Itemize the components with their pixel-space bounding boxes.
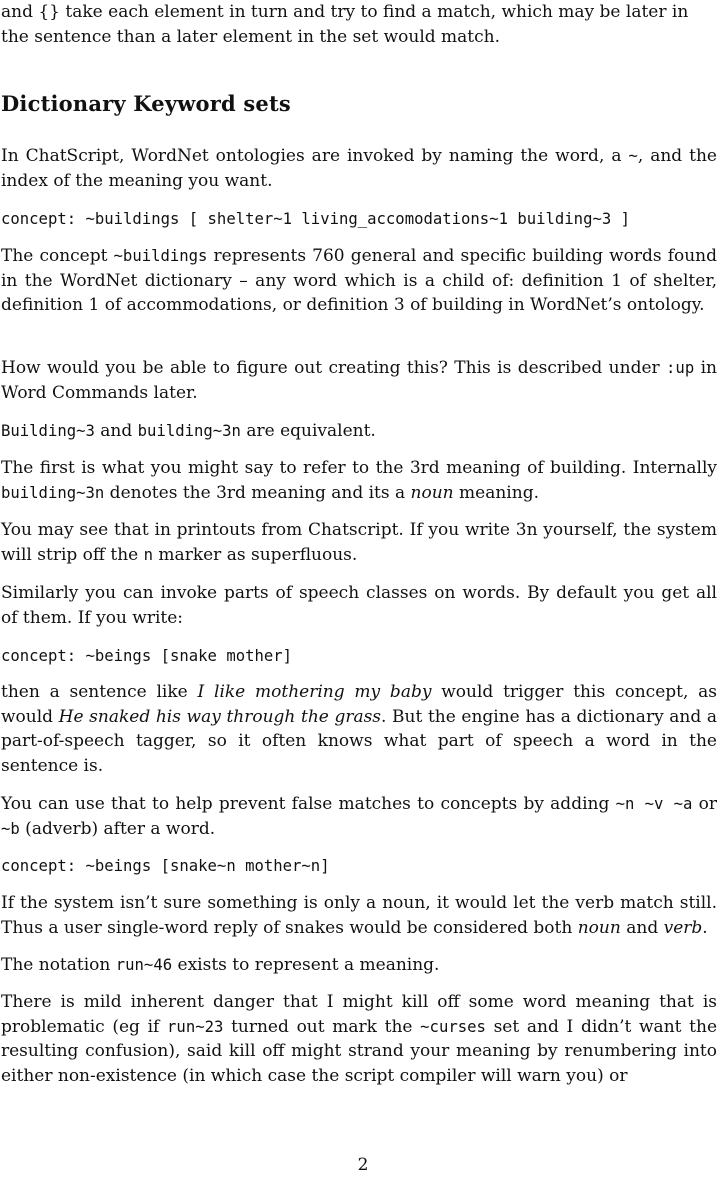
inline-code: building~3n bbox=[137, 422, 241, 440]
code-example: concept: ~buildings [ shelter~1 living_accomodations~1 building~3 ] bbox=[1, 210, 631, 228]
paragraph-intro: In ChatScript, WordNet ontologies are invoked by naming the word, a ~, and the index of the meaning you want. bbox=[1, 146, 717, 191]
inline-code: ~buildings bbox=[113, 247, 208, 265]
code-example: concept: ~beings [snake mother] bbox=[1, 647, 293, 665]
inline-code: :up bbox=[666, 359, 695, 377]
inline-code: ~ bbox=[628, 147, 638, 165]
paragraph-notation: The notation run~46 exists to represent a meaning. bbox=[1, 955, 440, 975]
emphasis: noun bbox=[577, 917, 621, 938]
paragraph-first-meaning: The first is what you might say to refer to the 3rd meaning of building. Internally building~3n denotes the 3rd meaning and its a noun meaning. bbox=[1, 458, 717, 503]
code-line-beings-pos bbox=[1, 854, 717, 878]
inline-code: run~46 bbox=[115, 956, 173, 974]
code-line-buildings bbox=[1, 207, 717, 231]
inline-code: ~n ~v ~a bbox=[615, 795, 693, 813]
page-number: 2 bbox=[357, 1155, 369, 1175]
inline-code: building~3n bbox=[1, 483, 105, 502]
paragraph-equivalent: Building~3 and building~3n are equivalent. bbox=[1, 421, 376, 441]
emphasis: I like mothering my baby bbox=[197, 682, 432, 702]
emphasis: He snaked his way through the grass bbox=[58, 706, 382, 727]
emphasis: verb bbox=[663, 917, 703, 938]
paragraph-similarly: Similarly you can invoke parts of speech classes on words. By default you get all of them. If you write: bbox=[1, 583, 717, 628]
text-line: the sentence than a later element in the set would match. bbox=[1, 26, 501, 47]
inline-code: n bbox=[143, 545, 154, 564]
inline-code: ~curses bbox=[420, 1017, 486, 1036]
section-heading-block bbox=[1, 91, 717, 117]
inline-code: ~b bbox=[1, 819, 20, 838]
paragraph-danger: There is mild inherent danger that I might kill off some word meaning that is problematic (eg if run~23 turned out mark the ~curses set and I didn’t want the resulting confusion), said kill off might strand your meaning by renumbering into either non-existence (in which case the script compiler will warn you) or bbox=[1, 992, 718, 1086]
inline-code: Building~3 bbox=[1, 422, 95, 440]
section-heading: Dictionary Keyword sets bbox=[1, 91, 291, 116]
paragraph-not-sure: If the system isn’t sure something is only a noun, it would let the verb match still. Thus a user single-word reply of snakes would be considered both noun and verb. bbox=[1, 893, 717, 938]
paragraph-continuation bbox=[1, 0, 717, 49]
emphasis: noun bbox=[410, 482, 454, 503]
paragraph-printouts: You may see that in printouts from Chatscript. If you write 3n yourself, the system will strip off the n marker as superfluous. bbox=[1, 520, 717, 565]
inline-code: run~23 bbox=[167, 1017, 224, 1036]
paragraph-sentence-example: then a sentence like I like mothering my baby would trigger this concept, as would He snaked his way through the grass. But the engine has a dictionary and a part-of-speech tagger, so it often knows what part of speech a word in the sentence is. bbox=[1, 682, 718, 776]
paragraph-buildings: The concept ~buildings represents 760 general and specific building words found in the WordNet dictionary – any word which is a child of: definition 1 of shelter, definition 1 of accommodations, or definition 3 of building in WordNet’s ontology. bbox=[1, 246, 717, 315]
code-line-beings bbox=[1, 644, 717, 668]
paragraph-figure-out: How would you be able to figure out creating this? This is described under :up in Word Commands later. bbox=[1, 358, 718, 403]
code-example: concept: ~beings [snake~n mother~n] bbox=[1, 857, 330, 875]
paragraph-false-matches: You can use that to help prevent false matches to concepts by adding ~n ~v ~a or ~b (adverb) after a word. bbox=[1, 794, 718, 839]
text-line: and {} take each element in turn and try to find a match, which may be later in bbox=[1, 2, 689, 22]
